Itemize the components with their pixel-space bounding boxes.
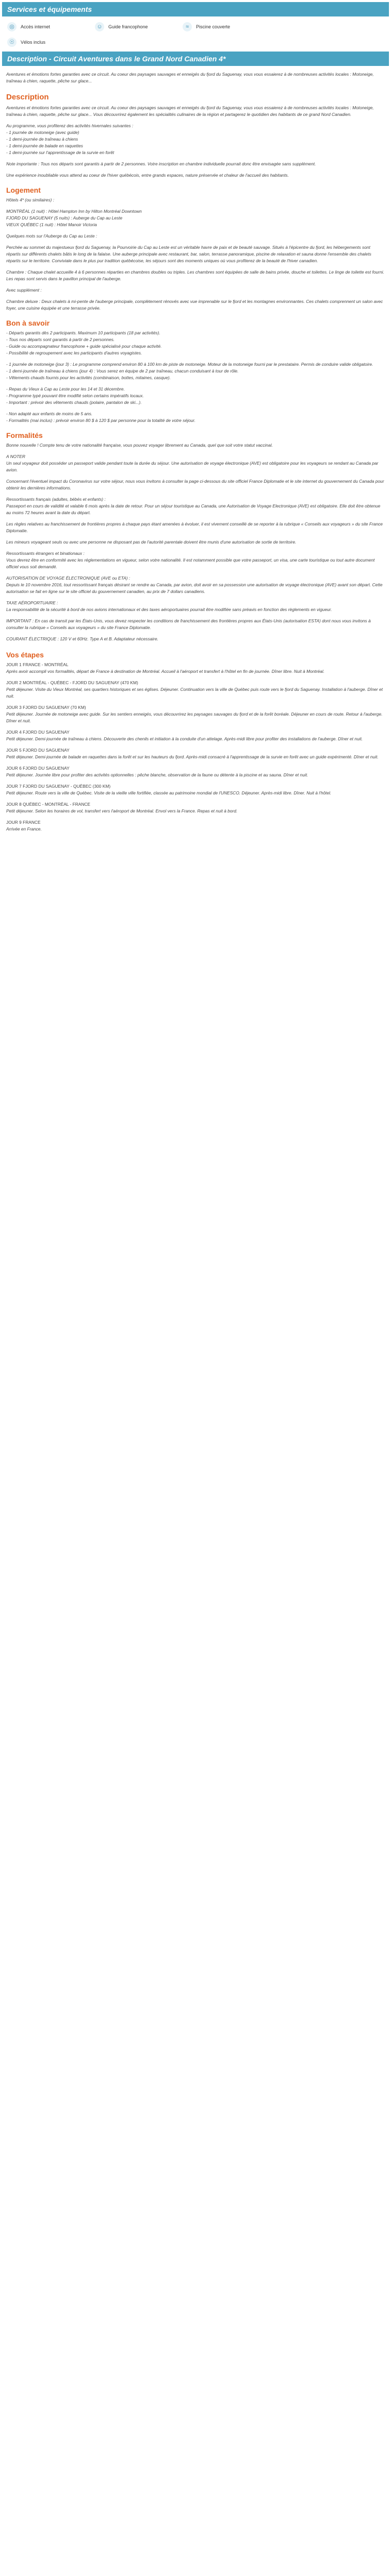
intro-text: Aventures et émotions fortes garanties avec ce circuit. Au coeur des paysages sauvages et enneigés du fjord du Saguenay, vous vous essaierez à de nombreuses activités locales : Motoneige, traîneau à chien, raquette, pêche sur glace...: [6, 72, 374, 83]
formalites-paragraph: AUTORISATION DE VOYAGE ÉLECTRONIQUE (AVE ou ETA) : Depuis le 10 novembre 2016, tout ressortissant français désirant se rendre au Canada, par avion, doit avoir en sa possession une autorisation de voyage électronique (AVE) avant son départ. Cette autorisation se fait en ligne sur le site officiel du gouvernement canadien, au prix de 7 dollars canadiens.: [6, 575, 383, 594]
bonasavoir-body: [2, 330, 389, 424]
wifi-icon: ◎: [7, 22, 17, 31]
service-label: Guide francophone: [108, 24, 148, 29]
logement-paragraph: MONTRÉAL (1 nuit) : Hôtel Hampton Inn by Hilton Montréal Downtown FJORD DU SAGUENAY (5 nuits) : Auberge du Cap au Leste VIEUX QUÉBEC (1 nuit) : Hôtel Manoir Victoria: [6, 209, 142, 227]
formalites-paragraph: IMPORTANT : En cas de transit par les États-Unis, vous devez respecter les conditions de franchissement des frontières propres aux États-Unis (autorisation ESTA) dont nous vous invitons à consulter la rubrique « Conseils aux voyageurs » du site France Diplomatie.: [6, 618, 371, 630]
pool-icon: ≈: [183, 22, 192, 31]
page: [0, 2, 391, 833]
etape-item: [2, 747, 389, 760]
etape-item: [2, 801, 389, 815]
etape-title: JOUR 4 FJORD DU SAGUENAY: [6, 730, 70, 735]
etape-item: [2, 765, 389, 778]
logement-body: [2, 197, 389, 312]
formalites-paragraph: A NOTER Un seul voyageur doit posséder un passeport valide pendant toute la durée du séjour. Une autorisation de voyage électronique (AVE) est obligatoire pour les voyageurs se rendant au Canada par avion.: [6, 454, 379, 472]
description-header: Description - Circuit Aventures dans le Grand Nord Canadien 4*: [2, 52, 389, 66]
etape-title: JOUR 1 FRANCE - MONTRÉAL: [6, 662, 69, 667]
service-label: Vélos inclus: [21, 39, 46, 45]
bonasavoir-paragraph: - Non adapté aux enfants de moins de 5 ans. - Formalités (mai inclus) : prévoir environ 80 $ à 120 $ par personne pour la totalité de votre séjour.: [6, 411, 196, 423]
formalites-paragraph: TAXE AÉROPORTUAIRE : La responsabilité de la sécurité à bord de nos avions internationaux et des taxes aéroportuaires pourrait être modifiée sans préavis en fonction des règlements en vigueur.: [6, 600, 332, 612]
description-body: [2, 105, 389, 179]
etape-item: [2, 729, 389, 742]
service-item: [7, 37, 95, 47]
formalites-body: [2, 442, 389, 642]
bonasavoir-paragraph: - Départs garantis dès 2 participants. Maximum 10 participants (18 par activités). - Tous nos départs sont garantis à partir de 2 personnes. - Guide ou accompagnateur francophone + guide spécialisé pour chaque activité. - Possibilité de regroupement avec les participants d'autres voyagistes.: [6, 330, 162, 355]
bike-icon: ☉: [7, 38, 17, 47]
etape-text: Petit déjeuner. Selon les horaires de vol, transfert vers l'aéroport de Montréal. Envol vers la France. Repas et nuit à bord.: [6, 808, 238, 814]
etape-text: Petit déjeuner. Demi-journée de balade en raquettes dans la forêt et sur les hauteurs du fjord. Après-midi consacré à l'apprentissage de la survie en forêt avec un guide expérimenté. Dîner et nuit.: [6, 754, 379, 759]
etape-item: [2, 662, 389, 675]
etape-item: [2, 783, 389, 796]
etape-title: JOUR 2 MONTRÉAL - QUÉBEC - FJORD DU SAGUENAY (470 KM): [6, 680, 138, 685]
description-paragraph: Une expérience inoubliable vous attend au coeur de l'hiver québécois, entre grands espaces, nature préservée et chaleur de l'accueil des habitants.: [6, 173, 289, 178]
etape-text: Petit déjeuner. Visite du Vieux Montréal, ses quartiers historiques et ses églises. Déjeuner. Continuation vers la ville de Québec puis route vers le fjord du Saguenay. Installation à l'auberge. Dîner et nuit.: [6, 687, 383, 699]
service-item: [7, 22, 95, 32]
etape-item: [2, 704, 389, 724]
etape-text: Petit déjeuner. Journée libre pour profiter des activités optionnelles : pêche blanche, observation de la faune ou détente à la piscine et au sauna. Dîner et nuit.: [6, 772, 308, 777]
etape-item: [2, 680, 389, 700]
service-label: Piscine couverte: [196, 24, 231, 29]
service-label: Accès internet: [21, 24, 51, 29]
etape-text: Petit déjeuner. Journée de motoneige avec guide. Sur les sentiers enneigés, vous découvrirez les paysages sauvages du fjord et de la forêt boréale. Déjeuner en cours de route. Retour à l'auberge. Dîner et nuit.: [6, 711, 383, 723]
description-paragraph: Aventures et émotions fortes garanties avec ce circuit. Au coeur des paysages sauvages et enneigés du fjord du Saguenay, vous vous essaierez à de nombreuses activités locales : Motoneige, traîneau à chien, raquette, pêche sur glace... Vous découvrirez également les spécialités culinaires de la région et partagerez le quotidien des habitants de ce grand Nord Canadien.: [6, 105, 374, 117]
formalites-paragraph: Les mineurs voyageant seuls ou avec une personne ne disposant pas de l'autorité parentale doivent être munis d'une autorisation de sortie de territoire.: [6, 539, 297, 545]
etape-text: Petit déjeuner. Route vers la ville de Québec. Visite de la vieille ville fortifiée, classée au patrimoine mondial de l'UNESCO. Déjeuner. Après-midi libre. Dîner. Nuit à l'hôtel.: [6, 790, 332, 795]
bonasavoir-paragraph: - Repas du Vieux à Cap au Leste pour les 14 et 31 décembre. - Programme typé pouvant être modifié selon certains impératifs locaux. - Important : prévoir des vêtements chauds (polaire, pantalon de ski...).: [6, 386, 144, 405]
service-item: [183, 22, 270, 32]
guide-icon: ☺: [95, 22, 104, 31]
etape-text: Après avoir accompli vos formalités, départ de France à destination de Montréal. Accueil à l'aéroport et transfert à l'hôtel en fin de journée. Dîner libre. Nuit à Montréal.: [6, 669, 324, 674]
logement-paragraph: Quelques mots sur l'Auberge du Cap au Leste :: [6, 233, 97, 239]
description-title: Description: [6, 93, 49, 101]
etape-text: Petit déjeuner. Demi-journée de traîneau à chiens. Découverte des chenils et initiation à la conduite d'un attelage. Après-midi libre pour profiter des installations de l'auberge. Dîner et nuit.: [6, 736, 363, 741]
etapes-title: Vos étapes: [6, 651, 44, 659]
formalites-paragraph: Bonne nouvelle ! Compte tenu de votre nationalité française, vous pouvez voyager librement au Canada, quel que soit votre statut vaccinal.: [6, 443, 273, 448]
service-item: [95, 22, 183, 32]
etape-title: JOUR 7 FJORD DU SAGUENAY - QUÉBEC (300 KM): [6, 784, 111, 789]
logement-paragraph: Perchée au sommet du majestueux fjord du Saguenay, la Pourvoirie du Cap au Leste est un véritable havre de paix et de beauté sauvage. Situés à l'épicentre du fjord, les hébergements sont répartis sur différents chalets bâtis le long de la falaise. Une auberge principale avec restaurant, bar, salon, terrasse panoramique, piscine de relaxation et sauna donne l'ensemble des chalets répartis sur le territoire. Conviviale dans le plus pur tradition québécoise, les séjours sont des moments uniques où vous profiterez de la beauté de l'hiver canadien.: [6, 245, 371, 263]
formalites-paragraph: Ressortissants étrangers et binationaux : Vous devrez être en conformité avec les réglementations en vigueur, selon votre nationalité. Il est notamment possible que votre passeport, un visa, une carte touristique ou tout autre document officiel vous soit demandé.: [6, 551, 375, 569]
etapes-list: [2, 662, 389, 833]
services-list: [2, 16, 389, 49]
bonasavoir-paragraph: - 1 journée de motoneige (jour 3) : Le programme comprend environ 80 à 100 km de piste de motoneige. Moteur de la motoneige fourni par le prestataire. Permis de conduire valide obligatoire. - 1 demi-journée de traîneau à chiens (jour 4) : Vous serez en équipe de 2 par traîneau, chacun conduisant à tour de rôle. - Vêtements chauds fournis pour les activités (combinaison, bottes, mitaines, casque).: [6, 362, 373, 380]
formalites-paragraph: Les règles relatives au franchissement de frontières propres à chaque pays étant amenées à évoluer, il est vivement conseillé de se reporter à la rubrique « Conseils aux voyageurs » du site France Diplomatie.: [6, 521, 383, 533]
logement-paragraph: Chambre deluxe : Deux chalets à mi-pente de l'auberge principale, complètement rénovés avec vue imprenable sur le fjord et les montagnes environnantes. Ces chalets comprennent un salon avec foyer, une cuisine équipée et une terrasse privée.: [6, 299, 383, 311]
formalites-paragraph: Concernant l'éventuel impact du Coronavirus sur votre séjour, nous vous invitons à consulter la page ci-dessous du site officiel France Diplomatie et le site internet du gouvernement du Canada pour obtenir les dernières informations.: [6, 479, 384, 490]
formalites-title: Formalités: [6, 431, 43, 439]
formalites-paragraph: Ressortissants français (adultes, bébés et enfants) : Passeport en cours de validité et valable 6 mois après la date de retour. Pour un séjour touristique au Canada, une Autorisation de Voyage Electronique (AVE) est obligatoire. Elle doit être obtenue au moins 72 heures avant la date du départ.: [6, 497, 381, 515]
etape-title: JOUR 5 FJORD DU SAGUENAY: [6, 748, 70, 753]
logement-title: Logement: [6, 186, 41, 194]
etape-title: JOUR 8 QUÉBEC - MONTRÉAL - FRANCE: [6, 802, 91, 807]
logement-paragraph: Avec supplément :: [6, 287, 42, 293]
etape-title: JOUR 3 FJORD DU SAGUENAY (70 KM): [6, 705, 86, 710]
description-paragraph: Note importante : Tous nos départs sont garantis à partir de 2 personnes. Votre inscription en chambre individuelle pourrait donc être envisagée sans supplément.: [6, 161, 316, 166]
description-paragraph: Au programme, vous profiterez des activités hivernales suivantes : - 1 journée de motoneige (avec guide) - 1 demi-journée de traîneau à chiens - 1 demi-journée de balade en raquettes - 1 demi-journée sur l'apprentissage de la survie en forêt: [6, 123, 134, 155]
services-header: Services et équipements: [2, 2, 389, 16]
bonasavoir-title: Bon à savoir: [6, 319, 50, 327]
etape-item: [2, 819, 389, 833]
etape-title: JOUR 6 FJORD DU SAGUENAY: [6, 766, 70, 771]
formalites-paragraph: COURANT ÉLECTRIQUE : 120 V et 60Hz. Type A et B. Adaptateur nécessaire.: [6, 636, 158, 641]
etape-text: Arrivée en France.: [6, 826, 42, 832]
logement-paragraph: Hôtels 4* (ou similaires) :: [6, 197, 55, 202]
logement-paragraph: Chambre : Chaque chalet accueille 4 à 6 personnes réparties en chambres doubles ou triples. Les chambres sont équipées de salle de bains privée, douche et toilettes. Le linge de toilette est fourni. Les repas sont servis dans le pavillon principal de l'auberge.: [6, 269, 384, 281]
etape-title: JOUR 9 FRANCE: [6, 820, 41, 825]
